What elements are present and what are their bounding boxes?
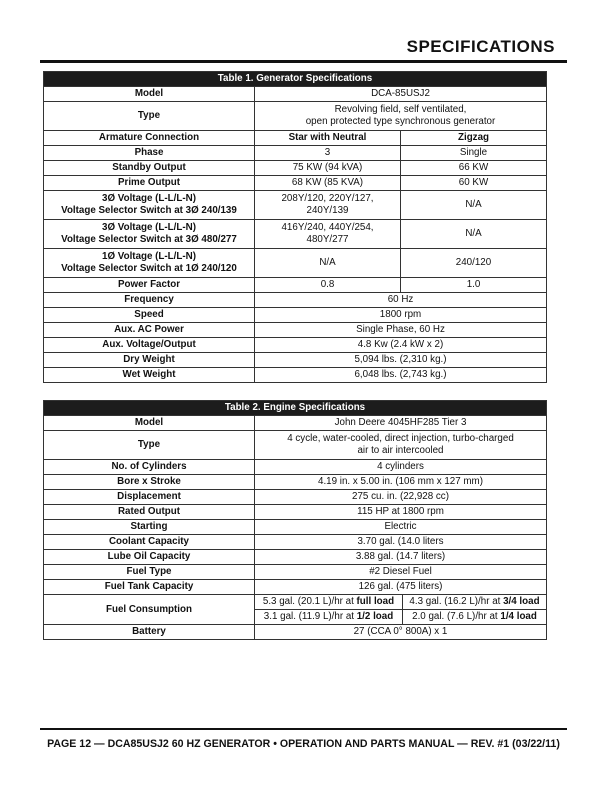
spec-label: Dry Weight (44, 353, 255, 368)
spec-value: 275 cu. in. (22,928 cc) (255, 490, 547, 505)
spec-value: #2 Diesel Fuel (255, 565, 547, 580)
fuel-consumption-half-load: 3.1 gal. (11.9 L)/hr at 1/2 load (255, 610, 403, 625)
spec-value: N/A (401, 191, 547, 220)
spec-label: Rated Output (44, 505, 255, 520)
table-row (44, 416, 547, 431)
spec-label: No. of Cylinders (44, 460, 255, 475)
table-row (44, 102, 547, 131)
table-row (44, 308, 547, 323)
spec-value: 6,048 lbs. (2,743 kg.) (255, 368, 547, 383)
spec-value: 60 KW (401, 176, 547, 191)
spec-label: Aux. AC Power (44, 323, 255, 338)
spec-label: Coolant Capacity (44, 535, 255, 550)
table-row (44, 191, 547, 220)
spec-value: Revolving field, self ventilated, open protected type synchronous generator (255, 102, 547, 131)
spec-value: 60 Hz (255, 293, 547, 308)
spec-label: Model (44, 416, 255, 431)
spec-value: 3.88 gal. (14.7 liters) (255, 550, 547, 565)
spec-value: 4 cylinders (255, 460, 547, 475)
table-row (44, 220, 547, 249)
table-row (44, 146, 547, 161)
page-title: SPECIFICATIONS (406, 37, 555, 56)
spec-value: 4.8 Kw (2.4 kW x 2) (255, 338, 547, 353)
table-row (44, 475, 547, 490)
table-row (44, 595, 547, 610)
table-row (44, 176, 547, 191)
spec-label: Power Factor (44, 278, 255, 293)
spec-label: Wet Weight (44, 368, 255, 383)
spec-label: Aux. Voltage/Output (44, 338, 255, 353)
spec-label: Starting (44, 520, 255, 535)
spec-value: 4 cycle, water-cooled, direct injection, turbo-charged air to air intercooled (255, 431, 547, 460)
spec-label: 3Ø Voltage (L-L/L-N) Voltage Selector Switch at 3Ø 240/139 (44, 191, 255, 220)
spec-value: 3.70 gal. (14.0 liters (255, 535, 547, 550)
table-row (44, 293, 547, 308)
table-row (44, 535, 547, 550)
spec-value: 66 KW (401, 161, 547, 176)
spec-value: 3 (255, 146, 401, 161)
table-row (44, 565, 547, 580)
spec-label: Displacement (44, 490, 255, 505)
spec-label: Prime Output (44, 176, 255, 191)
spec-label: Fuel Tank Capacity (44, 580, 255, 595)
column-header: Star with Neutral (255, 131, 401, 146)
generator-specifications-table (43, 71, 547, 383)
spec-label: Lube Oil Capacity (44, 550, 255, 565)
fuel-consumption-full-load: 5.3 gal. (20.1 L)/hr at full load (255, 595, 403, 610)
spec-label: Bore x Stroke (44, 475, 255, 490)
spec-value: John Deere 4045HF285 Tier 3 (255, 416, 547, 431)
spec-value: Electric (255, 520, 547, 535)
spec-value: 5,094 lbs. (2,310 kg.) (255, 353, 547, 368)
spec-label: Type (44, 102, 255, 131)
table-row (44, 368, 547, 383)
spec-label: Standby Output (44, 161, 255, 176)
spec-label: 1Ø Voltage (L-L/L-N) Voltage Selector Switch at 1Ø 240/120 (44, 249, 255, 278)
spec-label: Type (44, 431, 255, 460)
column-header: Zigzag (401, 131, 547, 146)
table-row (44, 161, 547, 176)
table-row (44, 550, 547, 565)
spec-value: 240/120 (401, 249, 547, 278)
table-row (44, 338, 547, 353)
spec-label: Speed (44, 308, 255, 323)
footer-rule (40, 728, 567, 730)
table-row (44, 505, 547, 520)
table-row (44, 278, 547, 293)
table-row (44, 520, 547, 535)
spec-value: N/A (255, 249, 401, 278)
spec-value: 1800 rpm (255, 308, 547, 323)
spec-value: 208Y/120, 220Y/127, 240Y/139 (255, 191, 401, 220)
table-row (44, 323, 547, 338)
fuel-consumption-quarter-load: 2.0 gal. (7.6 L)/hr at 1/4 load (403, 610, 547, 625)
spec-label: Fuel Consumption (44, 595, 255, 625)
engine-specifications-table (43, 400, 547, 640)
header-rule (40, 60, 567, 63)
table-row (44, 353, 547, 368)
table-row (44, 131, 547, 146)
spec-value: Single (401, 146, 547, 161)
table-row (44, 490, 547, 505)
table-row (44, 87, 547, 102)
spec-label: Frequency (44, 293, 255, 308)
spec-label: Model (44, 87, 255, 102)
spec-value: 68 KW (85 KVA) (255, 176, 401, 191)
spec-value: 27 (CCA 0° 800A) x 1 (255, 625, 547, 640)
spec-label: Battery (44, 625, 255, 640)
spec-value: DCA-85USJ2 (255, 87, 547, 102)
page-footer: PAGE 12 — DCA85USJ2 60 HZ GENERATOR • OPERATION AND PARTS MANUAL — REV. #1 (03/22/11) (47, 738, 560, 750)
spec-label: Phase (44, 146, 255, 161)
spec-value: 1.0 (401, 278, 547, 293)
spec-label: 3Ø Voltage (L-L/L-N) Voltage Selector Switch at 3Ø 480/277 (44, 220, 255, 249)
spec-value: N/A (401, 220, 547, 249)
spec-value: 4.19 in. x 5.00 in. (106 mm x 127 mm) (255, 475, 547, 490)
spec-value: 126 gal. (475 liters) (255, 580, 547, 595)
spec-label: Armature Connection (44, 131, 255, 146)
spec-value: 416Y/240, 440Y/254, 480Y/277 (255, 220, 401, 249)
table-caption: Table 2. Engine Specifications (44, 401, 547, 416)
table-row (44, 249, 547, 278)
spec-value: Single Phase, 60 Hz (255, 323, 547, 338)
table-row (44, 625, 547, 640)
spec-value: 0.8 (255, 278, 401, 293)
fuel-consumption-three-quarter-load: 4.3 gal. (16.2 L)/hr at 3/4 load (403, 595, 547, 610)
table-row (44, 460, 547, 475)
spec-value: 75 KW (94 kVA) (255, 161, 401, 176)
spec-value: 115 HP at 1800 rpm (255, 505, 547, 520)
table-row (44, 431, 547, 460)
spec-label: Fuel Type (44, 565, 255, 580)
table-row (44, 580, 547, 595)
table-caption: Table 1. Generator Specifications (44, 72, 547, 87)
